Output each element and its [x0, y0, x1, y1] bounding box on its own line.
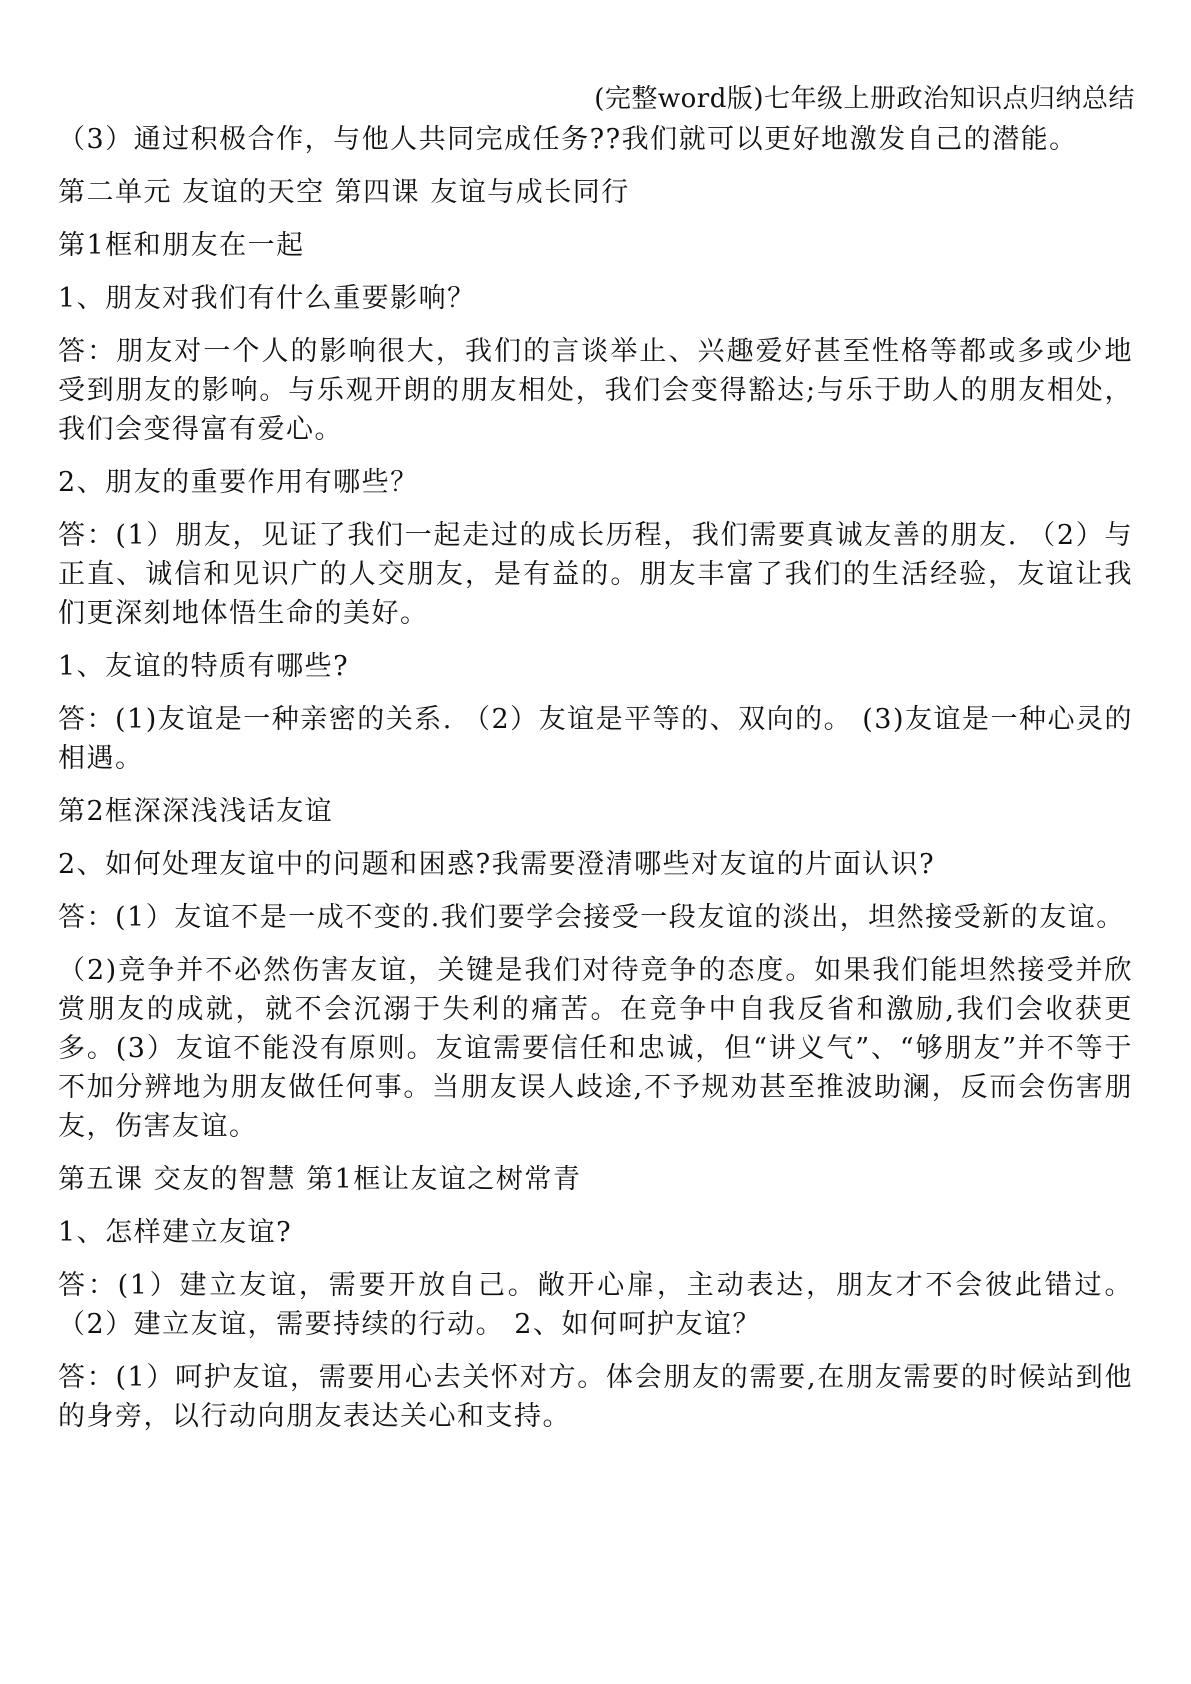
section-heading: 第1框和朋友在一起 — [58, 230, 305, 261]
answer: 答：(1）友谊不是一成不变的.我们要学会接受一段友谊的淡出，坦然接受新的友谊。 — [58, 902, 1125, 933]
answer: 答：(1）朋友，见证了我们一起走过的成长历程，我们需要真诚友善的朋友. （2）与正直、诚信和见识广的人交朋友，是有益的。朋友丰富了我们的生活经验，友谊让我们更深刻地体悟生命的美好。 — [58, 520, 1133, 629]
answer-continued: （2)竞争并不必然伤害友谊，关键是我们对待竞争的态度。如果我们能坦然接受并欣赏朋友的成就，就不会沉溺于失利的痛苦。在竞争中自我反省和激励,我们会收获更多。(3）友谊不能没有原则。友谊需要信任和忠诚，但“讲义气”、“够朋友”并不等于不加分辨地为朋友做任何事。当朋友误人歧途,不予规劝甚至推波助澜，反而会伤害朋友，伤害友谊。 — [58, 955, 1133, 1142]
answer: 答：(1）呵护友谊，需要用心去关怀对方。体会朋友的需要,在朋友需要的时候站到他的身旁，以行动向朋友表达关心和支持。 — [58, 1362, 1133, 1432]
question: 1、朋友对我们有什么重要影响？ — [58, 283, 476, 314]
unit-heading: 第二单元 友谊的天空 第四课 友谊与成长同行 — [58, 177, 630, 208]
question: 1、怎样建立友谊? — [58, 1217, 293, 1248]
paragraph: （3）通过积极合作，与他人共同完成任务??我们就可以更好地激发自己的潜能。 — [58, 124, 1078, 155]
answer: 答：(1)友谊是一种亲密的关系. （2）友谊是平等的、双向的。 (3)友谊是一种心灵的相遇。 — [58, 704, 1133, 774]
question: 2、如何处理友谊中的问题和困惑?我需要澄清哪些对友谊的片面认识? — [58, 849, 936, 880]
answer: 答：朋友对一个人的影响很大，我们的言谈举止、兴趣爱好甚至性格等都或多或少地受到朋友的影响。与乐观开朗的朋友相处，我们会变得豁达;与乐于助人的朋友相处，我们会变得富有爱心。 — [58, 336, 1133, 445]
question: 1、友谊的特质有哪些? — [58, 651, 350, 682]
lesson-heading: 第五课 交友的智慧 第1框让友谊之树常青 — [58, 1164, 582, 1195]
answer: 答：(1）建立友谊，需要开放自己。敞开心扉，主动表达，朋友才不会彼此错过。 （2）建立友谊，需要持续的行动。 2、如何呵护友谊？ — [58, 1270, 1133, 1340]
question: 2、朋友的重要作用有哪些？ — [58, 467, 419, 498]
section-heading: 第2框深深浅浅话友谊 — [58, 796, 334, 827]
running-header: (完整word版)七年级上册政治知识点归纳总结 — [594, 84, 1135, 114]
document-body — [58, 120, 1133, 1450]
